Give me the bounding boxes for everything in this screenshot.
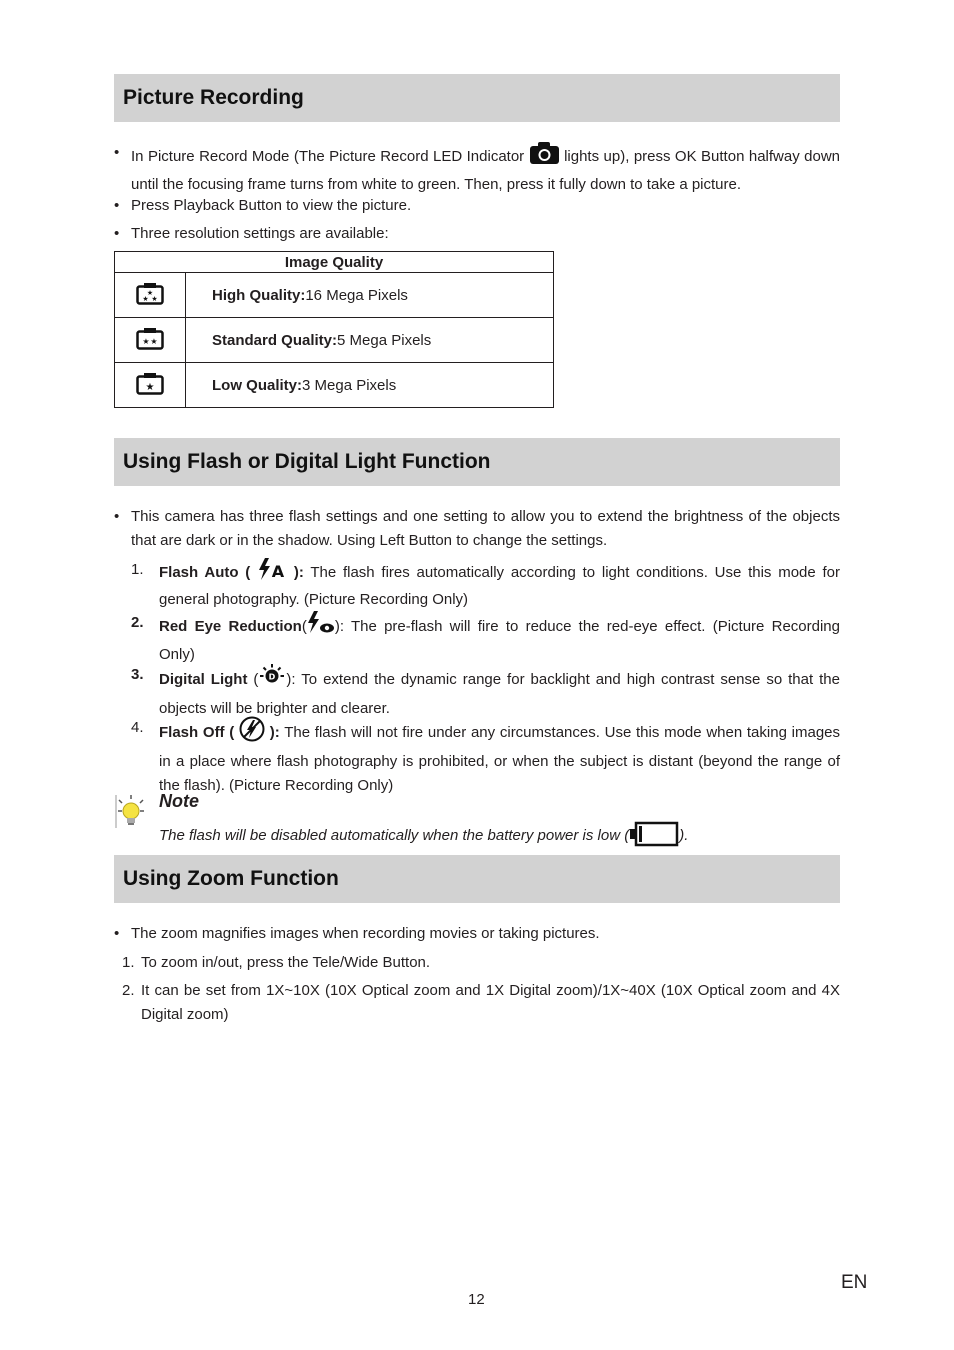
list-number: 3. [131,666,144,683]
table-row [115,363,554,408]
table-row [115,273,554,318]
lightbulb-note-icon [113,794,149,835]
quality-text-cell [186,273,554,318]
svg-text:D: D [269,672,276,682]
zoom-step-1: To zoom in/out, press the Tele/Wide Button. [141,954,431,971]
quality-label: High Quality: [212,286,306,304]
red-eye-text: ): The pre-flash will fire to reduce the red-eye effect. (Picture Recording Only) [159,617,840,663]
bullet-dot: • [114,508,120,525]
flash-auto-item [159,558,840,612]
low-battery-icon [629,821,679,851]
camera-icon [529,141,560,173]
svg-text:★: ★ [142,295,149,303]
zoom-step-2: It can be set from 1X~10X (10X Optical zoom and 1X Digital zoom)/1X~40X (10X Optical zoom and 4X Digital zoom) [141,982,840,1023]
list-number: 2. [131,614,144,631]
picture-record-text-b: lights up), press OK Button halfway down until the focusing frame turns from white to green. Then, press it fully down to take a picture. [131,147,841,193]
quality-icon-cell [115,273,186,318]
bullet-dot: • [114,197,120,214]
bullet-dot: • [114,225,120,242]
quality-label: Low Quality: [212,376,302,394]
zoom-intro-paragraph: The zoom magnifies images when recording movies or taking pictures. [131,925,600,942]
flash-auto-label: Flash Auto ( [159,563,251,581]
list-number: 1. [131,561,144,578]
flash-off-text: The flash will not fire under any circumstances. Use this mode when taking images in a place where flash photography is prohibited, or when the subject is distant (beyond the range of the flash). (Picture Recording Only) [159,723,840,794]
quality-text-cell [186,318,554,363]
svg-text:A: A [271,562,285,580]
svg-text:★: ★ [145,382,155,393]
flash-auto-icon [257,558,287,588]
camera-one-star-icon [136,371,164,399]
bullet-dot: • [114,925,120,942]
list-number: 1. [122,954,135,971]
svg-text:★: ★ [146,289,154,297]
quality-icon-cell [115,318,186,363]
red-eye-flash-icon [307,611,335,643]
table-header: Image Quality [115,252,554,273]
note-text-a: The flash will be disabled automatically when the battery power is low ( [159,826,630,844]
flash-auto-label-end: ): [293,563,304,581]
svg-text:★: ★ [151,295,158,303]
section-title-flash: Using Flash or Digital Light Function [114,438,840,486]
resolution-paragraph: Three resolution settings are available: [131,225,389,242]
list-number: 4. [131,719,144,736]
red-eye-label: Red Eye Reduction [159,617,302,635]
quality-value: 5 Mega Pixels [337,331,432,349]
page-number: 12 [468,1291,485,1308]
digital-light-icon [258,663,286,697]
quality-value: 3 Mega Pixels [302,376,397,394]
digital-light-item: Digital Light ( D ): To extend the dynamic range for backlight and high contrast sense so that the objects will be brighter and clearer. [159,663,840,721]
flash-intro-paragraph: This camera has three flash settings and one setting to allow you to extend the brightness of the objects that are dark or in the shadow. Using Left Button to change the settings. [131,508,840,549]
quality-label: Standard Quality: [212,331,338,349]
bullet-dot: • [114,144,120,161]
playback-paragraph: Press Playback Button to view the picture. [131,197,412,214]
digital-light-label: Digital Light [159,670,248,688]
picture-record-text-a: In Picture Record Mode (The Picture Record LED Indicator [131,147,525,165]
red-eye-item: Red Eye Reduction( ): The pre-flash will fire to reduce the red-eye effect. (Picture Recording Only) [159,611,840,667]
flash-auto-text: The flash fires automatically according to light conditions. Use this mode for general photography. (Picture Recording Only) [159,563,840,608]
note-text-b: ). [679,826,689,844]
flash-off-label: Flash Off ( [159,723,235,741]
section-title-picture-recording: Picture Recording [114,74,840,122]
svg-text:★: ★ [142,337,150,346]
table-row [115,318,554,363]
section-title-zoom: Using Zoom Function [114,855,840,903]
digital-light-text: ): To extend the dynamic range for backlight and high contrast sense so that the objects will be brighter and clearer. [159,670,840,717]
camera-three-star-icon [136,281,164,309]
image-quality-table [114,251,554,408]
quality-value: 16 Mega Pixels [305,286,408,304]
flash-off-label-end: ): [269,723,280,741]
quality-icon-cell [115,363,186,408]
flash-off-item [159,716,840,798]
quality-text-cell [186,363,554,408]
camera-two-star-icon [136,326,164,354]
list-number: 2. [122,982,135,999]
table-header-row [115,252,554,273]
picture-record-paragraph [131,141,840,197]
flash-off-icon [239,716,265,750]
note-text [159,821,688,851]
svg-text:★: ★ [150,337,158,346]
language-label: EN [841,1272,868,1293]
note-title: Note [159,791,199,811]
